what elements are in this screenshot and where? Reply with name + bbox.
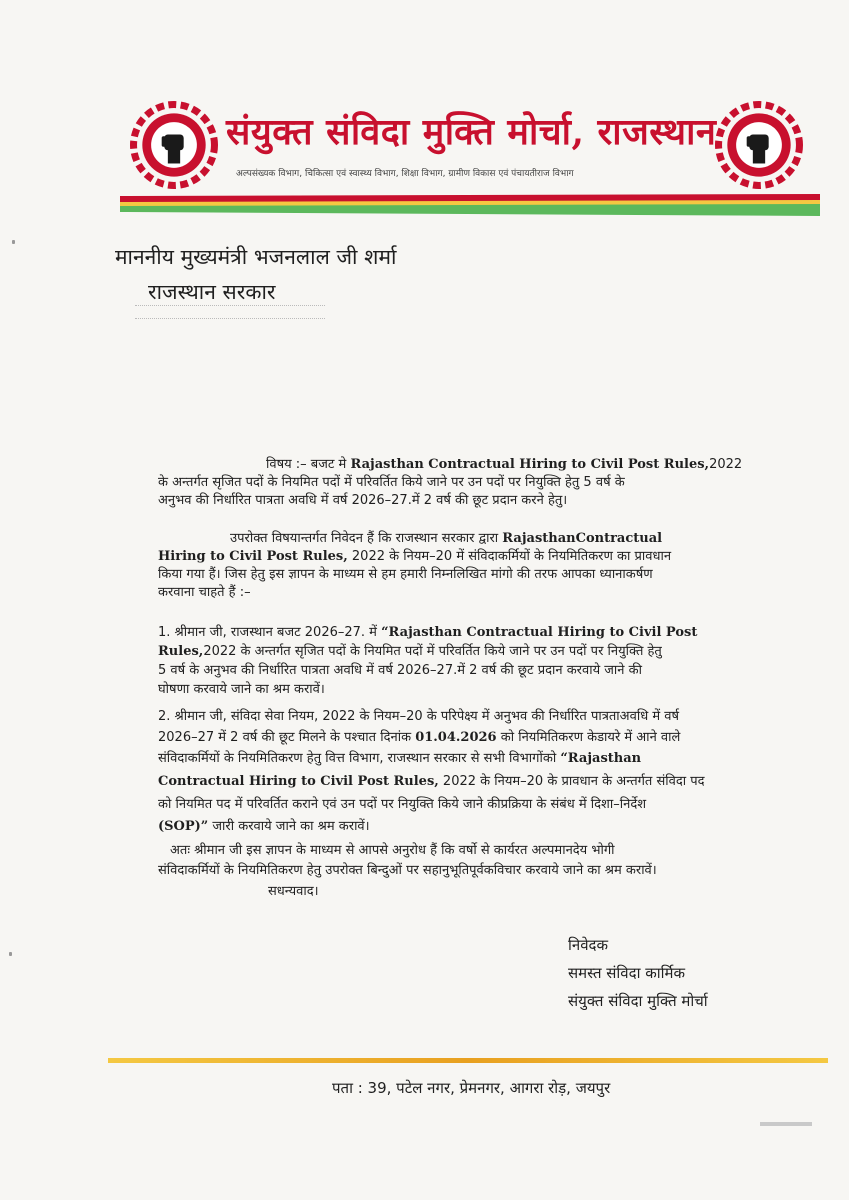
point-2-line: Contractual Hiring to Civil Post Rules, 2022 के नियम–20 के प्रावधान के अन्तर्गत संविदा पद xyxy=(158,774,705,789)
point-1-line: घोषणा करवाये जाने का श्रम करावें। xyxy=(158,682,325,697)
request-line: अतः श्रीमान जी इस ज्ञापन के माध्यम से आपसे अनुरोध हैं कि वर्षो से कार्यरत अल्पमानदेय भोगी xyxy=(170,843,615,858)
signature-organization: संयुक्त संविदा मुक्ति मोर्चा xyxy=(568,992,708,1010)
addressee-office: राजस्थान सरकार xyxy=(148,280,276,304)
point-2-line: 2. श्रीमान जी, संविदा सेवा नियम, 2022 के नियम–20 के परिपेक्ष्य में अनुभव की निर्धारित पात्रताअवधि में वर्ष xyxy=(158,709,679,724)
signature-label: निवेदक xyxy=(568,936,609,954)
raised-fist-gear-icon xyxy=(715,101,803,189)
footer-rule xyxy=(108,1058,828,1063)
scan-speck xyxy=(12,240,15,244)
point-2-line: संविदाकर्मियों के नियमितिकरण हेतु वित्त विभाग, राजस्थान सरकार से सभी विभागोंको “Rajasthan xyxy=(158,751,642,766)
letterhead-color-band xyxy=(120,190,820,218)
intro-paragraph-line: किया गया हैं। जिस हेतु इस ज्ञापन के माध्यम से हम हमारी निम्नलिखित मांगो की तरफ आपका ध्यानाकर्षण xyxy=(158,567,653,582)
request-line: संविदाकर्मियों के नियमितिकरण हेतु उपरोक्त बिन्दुओं पर सहानुभूतिपूर्वकविचार करवाये जाने का श्रम करावें। xyxy=(158,863,657,878)
addressee-rule xyxy=(135,318,325,319)
point-1-line: 5 वर्ष के अनुभव की निर्धारित पात्रता अवधि में वर्ष 2026–27.में 2 वर्ष की छूट प्रदान करवाये जाने की xyxy=(158,663,642,678)
closing-thanks: सधन्यवाद। xyxy=(268,884,319,899)
addressee-name: माननीय मुख्यमंत्री भजनलाल जी शर्मा xyxy=(115,245,397,269)
point-2-line: को नियमित पद में परिवर्तित कराने एवं उन पदों पर नियुक्ति किये जाने कीप्रक्रिया के संबंध में दिशा–निर्देश xyxy=(158,797,647,812)
intro-paragraph-line: करवाना चाहते हैं :– xyxy=(158,585,251,600)
subject-line: के अन्तर्गत सृजित पदों के नियमित पदों में परिवर्तित किये जाने पर उन पदों पर नियुक्ति हेतु 5 वर्ष के xyxy=(158,475,625,490)
intro-paragraph-line: Hiring to Civil Post Rules, 2022 के नियम–20 में संविदाकर्मियों के नियमितिकरण का प्रावधान xyxy=(158,549,672,564)
scan-mark xyxy=(760,1122,812,1126)
subject-line: अनुभव की निर्धारित पात्रता अवधि में वर्ष 2026–27.में 2 वर्ष की छूट प्रदान करने हेतु। xyxy=(158,493,568,508)
addressee-rule xyxy=(135,305,325,306)
point-2-line: (SOP)” जारी करवाये जाने का श्रम करावें। xyxy=(158,819,370,834)
footer-address: पता : 39, पटेल नगर, प्रेमनगर, आगरा रोड़, जयपुर xyxy=(332,1079,611,1097)
signature-group: समस्त संविदा कार्मिक xyxy=(568,964,686,982)
raised-fist-gear-icon xyxy=(130,101,218,189)
intro-paragraph-line: उपरोक्त विषयान्तर्गत निवेदन हैं कि राजस्थान सरकार द्वारा RajasthanContractual xyxy=(230,531,663,546)
scan-speck xyxy=(9,952,12,956)
point-1-line: 1. श्रीमान जी, राजस्थान बजट 2026–27. में “Rajasthan Contractual Hiring to Civil Post xyxy=(158,625,698,640)
subject-line: विषय :– बजट मे Rajasthan Contractual Hiring to Civil Post Rules,2022 xyxy=(266,457,743,472)
point-2-line: 2026–27 में 2 वर्ष की छूट मिलने के पश्चात दिनांक 01.04.2026 को नियमितिकरण केडायरे में आने वाले xyxy=(158,730,681,745)
point-1-line: Rules,2022 के अन्तर्गत सृजित पदों के नियमित पदों में परिवर्तित किये जाने पर उन पदों पर नियुक्ति हेतु xyxy=(158,644,662,659)
organization-name: संयुक्त संविदा मुक्ति मोर्चा, राजस्थान xyxy=(226,111,717,153)
organization-departments: अल्पसंख्यक विभाग, चिकित्सा एवं स्वास्थ्य विभाग, शिक्षा विभाग, ग्रामीण विकास एवं पंचायतीराज विभाग xyxy=(236,169,574,179)
